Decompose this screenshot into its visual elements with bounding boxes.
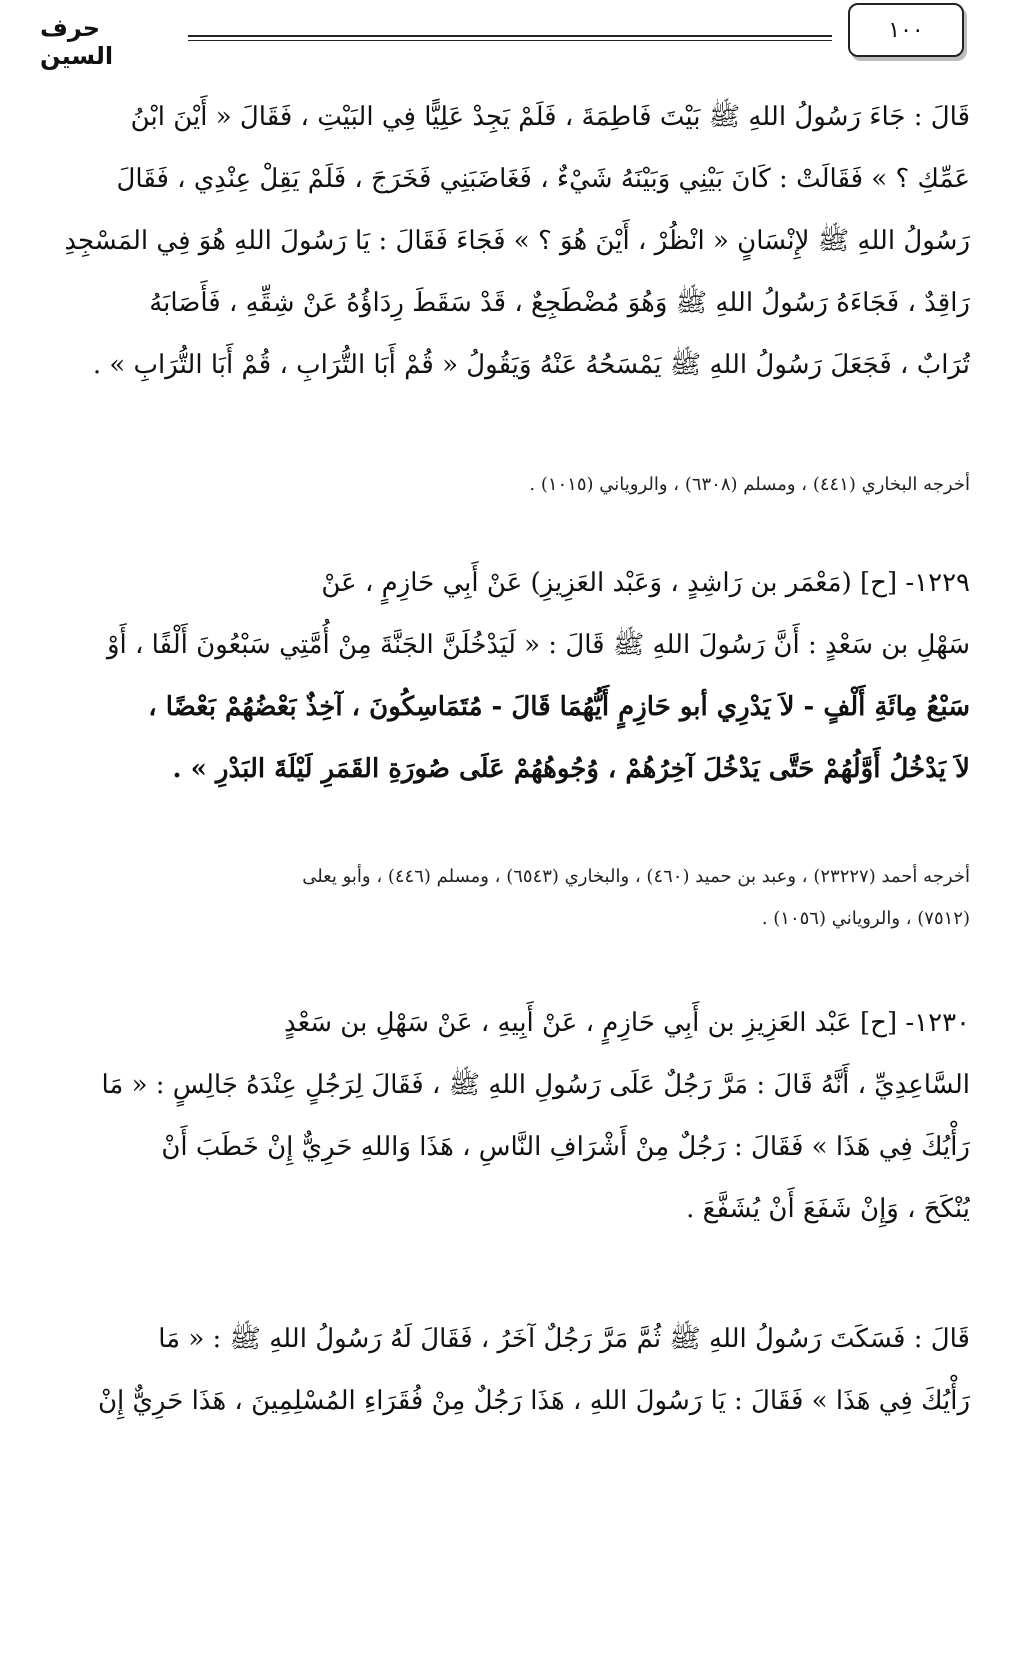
text-line: رَسُولُ اللهِ ﷺ لإِنْسَانٍ « انْظُرْ ، أَيْنَ هُوَ ؟ » فَجَاءَ فَقَالَ : يَا رَسُولَ اللهِ هُوَ فِي المَسْجِدِ (64, 226, 970, 256)
hadith-1228-footnote (40, 464, 970, 506)
text-line: تُرَابٌ ، فَجَعَلَ رَسُولُ اللهِ ﷺ يَمْسَحُهُ عَنْهُ وَيَقُولُ « قُمْ أَبَا التُّرَابِ ، قُمْ أَبَا التُّرَابِ » . (92, 350, 970, 380)
text-line: رَأْيُكَ فِي هَذَا » فَقَالَ : رَجُلٌ مِنْ أَشْرَافِ النَّاسِ ، هَذَا وَاللهِ حَرِيٌّ إِنْ خَطَبَ أَنْ (161, 1132, 970, 1162)
hadith-1228-text (40, 86, 970, 396)
text-line: سَبْعُ مِائَةِ أَلْفٍ - لاَ يَدْرِي أبو حَازِمٍ أَيُّهُمَا قَالَ - مُتَمَاسِكُونَ ، آخِذٌ بَعْضُهُمْ بَعْضًا ، (148, 692, 970, 722)
page-header (0, 0, 1010, 70)
text-line: قَالَ : فَسَكَتَ رَسُولُ اللهِ ﷺ ثُمَّ مَرَّ رَجُلٌ آخَرُ ، فَقَالَ لَهُ رَسُولُ اللهِ ﷺ : « مَا (158, 1324, 970, 1354)
hadith-1229-footnote (40, 856, 970, 940)
text-line: يُنْكَحَ ، وَإِنْ شَفَعَ أَنْ يُشَفَّعَ . (686, 1194, 970, 1224)
text-line: ١٢٣٠- [ح] عَبْد العَزِيزِ بن أَبِي حَازِمٍ ، عَنْ أَبِيهِ ، عَنْ سَهْلِ بن سَعْدٍ (284, 1008, 970, 1038)
page-number: ١٠٠ (848, 3, 964, 57)
text-line: السَّاعِدِيِّ ، أَنَّهُ قَالَ : مَرَّ رَجُلٌ عَلَى رَسُولِ اللهِ ﷺ ، فَقَالَ لِرَجُلٍ عِنْدَهُ جَالِسٍ : « مَا (101, 1070, 970, 1100)
text-line: رَأْيُكَ فِي هَذَا » فَقَالَ : يَا رَسُولَ اللهِ ، هَذَا رَجُلٌ مِنْ فُقَرَاءِ المُسْلِمِينَ ، هَذَا حَرِيٌّ إِنْ (97, 1386, 970, 1416)
text-line: عَمِّكِ ؟ » فَقَالَتْ : كَانَ بَيْنِي وَبَيْنَهُ شَيْءٌ ، فَغَاضَبَنِي فَخَرَجَ ، فَلَمْ يَقِلْ عِنْدِي ، فَقَالَ (116, 164, 970, 194)
footnote-line: أخرجه أحمد (٢٣٢٢٧) ، وعبد بن حميد (٤٦٠) ، والبخاري (٦٥٤٣) ، ومسلم (٤٤٦) ، وأبو يعلى (302, 866, 970, 887)
hadith-1229-text (40, 552, 970, 800)
text-line: لاَ يَدْخُلُ أَوَّلُهُمْ حَتَّى يَدْخُلَ آخِرُهُمْ ، وُجُوهُهُمْ عَلَى صُورَةِ القَمَرِ لَيْلَةَ البَدْرِ » . (172, 754, 970, 784)
header-rule (188, 35, 832, 41)
text-line: رَاقِدٌ ، فَجَاءَهُ رَسُولُ اللهِ ﷺ وَهُوَ مُضْطَجِعٌ ، قَدْ سَقَطَ رِدَاؤُهُ عَنْ شِقِّهِ ، فَأَصَابَهُ (149, 288, 970, 318)
hadith-1230-continuation (40, 1308, 970, 1432)
text-line: ١٢٢٩- [ح] (مَعْمَر بن رَاشِدٍ ، وَعَبْد العَزِيزِ) عَنْ أَبِي حَازِمٍ ، عَنْ (321, 568, 970, 598)
hadith-1230-text (40, 992, 970, 1240)
text-line: سَهْلِ بن سَعْدٍ : أَنَّ رَسُولَ اللهِ ﷺ قَالَ : « لَيَدْخُلَنَّ الجَنَّةَ مِنْ أُمَّتِي سَبْعُونَ أَلْفًا ، أَوْ (106, 630, 970, 660)
chapter-title: حرف السين (40, 14, 114, 70)
footnote-line: أخرجه البخاري (٤٤١) ، ومسلم (٦٣٠٨) ، والروياني (١٠١٥) . (529, 474, 970, 495)
text-line: قَالَ : جَاءَ رَسُولُ اللهِ ﷺ بَيْتَ فَاطِمَةَ ، فَلَمْ يَجِدْ عَلِيًّا فِي البَيْتِ ، فَقَالَ « أَيْنَ ابْنُ (130, 102, 970, 132)
footnote-line: (٧٥١٢) ، والروياني (١٠٥٦) . (761, 908, 970, 929)
